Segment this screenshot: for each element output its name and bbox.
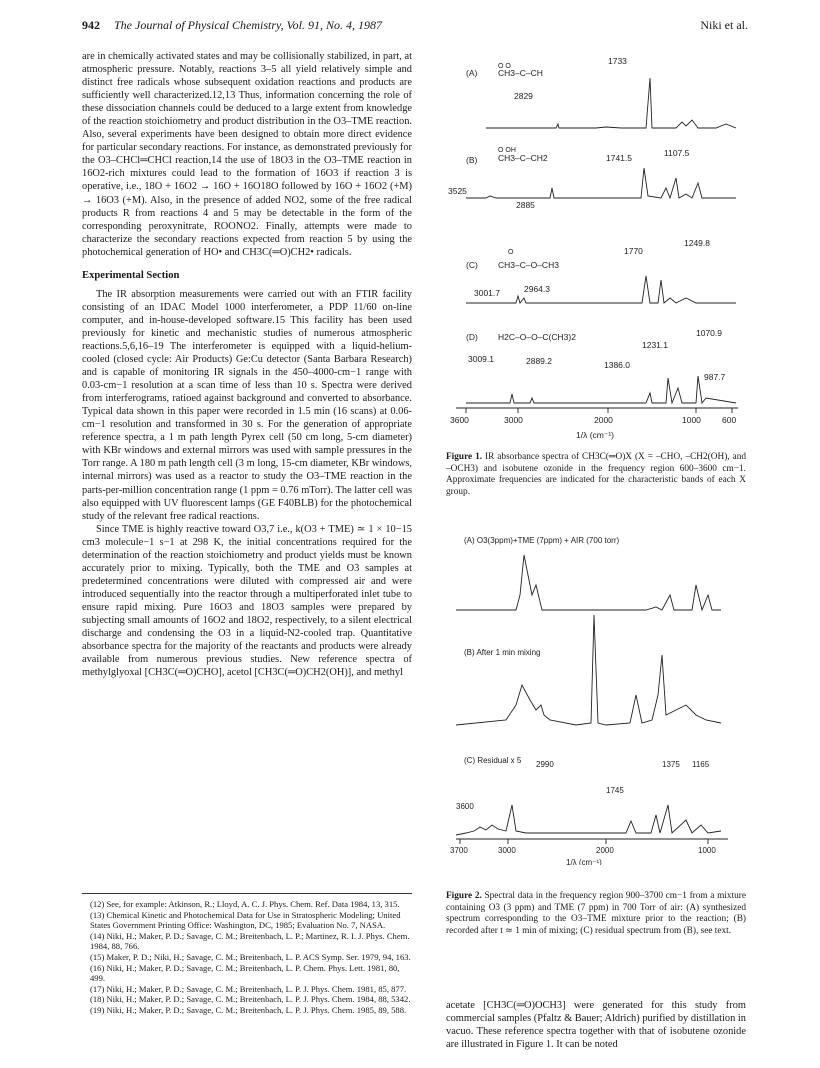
figure-1-spectra bbox=[446, 48, 746, 448]
figure-2 bbox=[446, 535, 746, 865]
x-tick-label: 3000 bbox=[504, 415, 523, 425]
x-tick-label: 3700 bbox=[450, 846, 468, 855]
section-title: Experimental Section bbox=[82, 269, 180, 281]
peak-label: 2990 bbox=[536, 760, 554, 769]
peak-label: 2829 bbox=[514, 91, 533, 101]
reference-item: (12) See, for example: Atkinson, R.; Lloyd, A. C. J. Phys. Chem. Ref. Data 1984, 13, 315. bbox=[90, 899, 400, 909]
caption-label: Figure 1. bbox=[446, 452, 483, 462]
peak-label: 987.7 bbox=[704, 372, 726, 382]
panel-a-structure-top: O O bbox=[498, 63, 511, 70]
right-column-body: acetate [CH3C(═O)OCH3] were generated for this study from commercial samples (Pfaltz & Bauer; Aldrich) purified by distillation in vacuo. These reference spectra together with that of isobutene ozonide are illustrated in Figure 1. It can be noted bbox=[446, 1000, 746, 1051]
panel-d-structure: H2C–O–O–C(CH3)2 bbox=[498, 332, 576, 342]
x-tick-label: 3600 bbox=[450, 415, 469, 425]
x-tick-label: 1000 bbox=[698, 846, 716, 855]
spectrum-trace-d bbox=[466, 376, 736, 403]
panel-b-label: (B) bbox=[466, 155, 478, 165]
peak-label: 1249.8 bbox=[684, 238, 710, 248]
peak-label: 3009.1 bbox=[468, 354, 494, 364]
peak-label: 2889.2 bbox=[526, 356, 552, 366]
reference-item: (18) Niki, H.; Maker, P. D.; Savage, C. M.; Breitenbach, L. P. J. Phys. Chem. 1984, 88, 5342. bbox=[90, 994, 411, 1005]
peak-label: 1231.1 bbox=[642, 340, 668, 350]
spectrum-trace-b bbox=[466, 168, 736, 198]
x-tick-label: 1000 bbox=[682, 415, 701, 425]
figure-1 bbox=[446, 48, 746, 448]
peak-label: 1770 bbox=[624, 246, 643, 256]
paragraph-1: are in chemically activated states and may be collisionally stabilized, in part, at atmospheric pressure. Notably, reactions 3–5 all yield relatively simple and distinct free radicals whose subsequent oxidation reactions and products are sufficiently well characterized.12,13 Thus, information concerning the role of these dissociation channels could be deduced to a large extent from knowledge of the reaction stoichiometry and product distribution in the O3–TME reaction. Also, several experiments have been designed to obtain more direct evidence for particular secondary reactions. For instance, as demonstrated previously for the O3–CHCl═CHCl reaction,14 the use of 18O3 in the O3–TME reaction in 16O2-rich mixtures could lead to the formation of 16O3 if reaction 3 is operative, i.e., 18O + 16O2 → 16O + 16O18O followed by 16O + 16O2 (+M) → 16O3 (+M). Also, in the presence of added NO2, some of the free radical products R from reactions 4 and 5 may be detectable in the form of the corresponding peroxynitrate, ROONO2. Finally, attempts were made to characterize the secondary reactions expected from reaction 5 by using the photochemical generation of HO• and CH3C(═O)CH2• radicals. bbox=[82, 51, 412, 258]
peak-label: 3600 bbox=[456, 802, 474, 811]
left-column bbox=[82, 50, 412, 679]
panel-b-label: (B) After 1 min mixing bbox=[464, 648, 541, 657]
peak-label: 1107.5 bbox=[664, 148, 690, 158]
panel-c-structure-top: O bbox=[508, 249, 514, 256]
caption-text: IR absorbance spectra of CH3C(═O)X (X = –CHO, –CH2(OH), and –OCH3) and isobutene ozonide in the frequency region 600–3600 cm−1. Approximate frequencies are indicated for the characteristic bands of each X group. bbox=[446, 452, 746, 497]
spectrum-trace-c bbox=[466, 276, 736, 303]
panel-b-structure-top: O OH bbox=[498, 147, 516, 154]
x-tick-label: 2000 bbox=[596, 846, 614, 855]
peak-label: 1165 bbox=[692, 760, 710, 769]
journal-title: The Journal of Physical Chemistry, Vol. 91, No. 4, 1987 bbox=[114, 18, 382, 32]
peak-label: 1733 bbox=[608, 56, 627, 66]
peak-label: 3525 bbox=[448, 186, 467, 196]
reference-item: (13) Chemical Kinetic and Photochemical Data for Use in Stratospheric Modeling; United States Government Printing Office: Washington, DC, 1985; Evaluation No. 7, NASA. bbox=[90, 909, 401, 931]
reference-item: (16) Niki, H.; Maker, P. D.; Savage, C. M.; Breitenbach, L. P. Chem. Phys. Lett. 1981, 80, 499. bbox=[90, 962, 400, 984]
reference-item: (17) Niki, H.; Maker, P. D.; Savage, C. M.; Breitenbach, L. P. J. Phys. Chem. 1981, 85, 877. bbox=[90, 983, 407, 994]
spectrum-trace-b bbox=[456, 615, 721, 725]
reference-item: (15) Maker, P. D.; Niki, H.; Savage, C. M.; Breitenbach, L. P. ACS Symp. Ser. 1979, 94, 163. bbox=[90, 951, 411, 962]
panel-a-label: (A) O3(3ppm)+TME (7ppm) + AIR (700 torr) bbox=[464, 536, 620, 545]
running-header bbox=[82, 18, 748, 36]
figure-2-spectra bbox=[446, 535, 746, 865]
peak-label: 1375 bbox=[662, 760, 680, 769]
paragraph-3: Since TME is highly reactive toward O3,7 i.e., k(O3 + TME) ≃ 1 × 10−15 cm3 molecule−1 s−1 at 298 K, the initial concentrations required for the determination of the reaction stoichiometry and product yields must be known accurately prior to mixing. Typically, both the TME and O3 samples at predetermined concentrations were diluted with compressed air and were introduced sequentially into the reactor through a multiperforated inlet tube to ensure rapid mixing. Pure 16O3 and 18O3 samples were prepared by subjecting small amounts of 16O2 and 18O2, respectively, to a silent electrical discharge and condensing the O3 in a liquid-N2-cooled trap. Quantitative absorbance spectra for the majority of the reactants and products were already available from numerous previous studies. New reference spectra of methylglyoxal [CH3C(═O)CHO], acetol [CH3C(═O)CH2(OH)], and methyl bbox=[82, 523, 412, 679]
panel-c-label: (C) Residual x 5 bbox=[464, 756, 522, 765]
panel-a-label: (A) bbox=[466, 68, 478, 78]
peak-label: 1070.9 bbox=[696, 328, 722, 338]
spectrum-trace-a bbox=[486, 78, 736, 128]
panel-c-structure: CH3–C–O–CH3 bbox=[498, 260, 559, 270]
references bbox=[82, 893, 412, 1016]
panel-a-structure: CH3–C–CH bbox=[498, 68, 543, 78]
caption-text: Spectral data in the frequency region 900–3700 cm−1 from a mixture containing O3 (3 ppm) and TME (7 ppm) in 700 Torr of air: (A) synthesized spectrum corresponding to the O3–TME mixture prior to the reaction; (B) recorded after t ≃ 1 min of mixing; (C) residual spectrum from (B), see text. bbox=[446, 891, 746, 936]
paragraph-2: The IR absorption measurements were carried out with an FTIR facility consisting of an IDAC Model 1000 interferometer, a PDP 11/60 on-line computer, and in-house-developed software.15 This facility has been used previously for kinetic and mechanistic studies of numerous atmospheric reactions.5,6,16–19 The interferometer is equipped with a liquid-helium-cooled (closed cycle: Air Products) Ge:Cu detector (Santa Barbara Research) and is capable of monitoring IR signals in the 450–4000-cm−1 range with 0.03-cm−1 resolution at a scan time of less than 10 s. Spectra were derived from interferograms, ratioed against background and converted to absorbance. Typical data shown in this paper were recorded in 1.5 min (16 scans) at 0.06-cm−1 resolution and transformed in 30 s. For the generation of appropriate reference spectra, a 1 m path length Pyrex cell (50 cm long, 5-cm diameter) with KBr windows and external mirrors was used with sample pressures in the Torr range. A 180 m path length cell (3 m long, 15-cm diameter, KBr windows, internal mirrors) was used as a reactor to study the O3–TME reaction in the parts-per-million concentration range (1 ppm = 0.76 mTorr). The latter cell was also equipped with UV fluorescent lamps (GE F40BLB) for the photochemical study of the relevant free radical reactions. bbox=[82, 288, 412, 522]
peak-label: 2964.3 bbox=[524, 284, 550, 294]
peak-label: 1745 bbox=[606, 786, 624, 795]
figure-1-caption bbox=[446, 452, 746, 498]
authors: Niki et al. bbox=[700, 18, 748, 32]
peak-label: 1386.0 bbox=[604, 360, 630, 370]
reference-item: (14) Niki, H.; Maker, P. D.; Savage, C. M.; Breitenbach, L. P.; Martinez, R. I. J. Phys. Chem. 1984, 88, 766. bbox=[90, 930, 410, 952]
peak-label: 1741.5 bbox=[606, 153, 632, 163]
figure-2-caption bbox=[446, 891, 746, 937]
x-axis-label: 1/λ (cm⁻¹) bbox=[576, 430, 615, 440]
panel-d-label: (D) bbox=[466, 332, 478, 342]
reference-item: (19) Niki, H.; Maker, P. D.; Savage, C. M.; Breitenbach, L. P. J. Phys. Chem. 1985, 89, 588. bbox=[90, 1004, 407, 1015]
peak-label: 2885 bbox=[516, 200, 535, 210]
spectrum-trace-a bbox=[456, 555, 721, 610]
page-number: 942 bbox=[82, 18, 100, 32]
x-tick-label: 600 bbox=[722, 415, 737, 425]
x-tick-label: 3000 bbox=[498, 846, 516, 855]
x-tick-label: 2000 bbox=[594, 415, 613, 425]
peak-label: 3001.7 bbox=[474, 288, 500, 298]
spectrum-trace-c bbox=[456, 805, 721, 835]
panel-b-structure: CH3–C–CH2 bbox=[498, 153, 548, 163]
panel-c-label: (C) bbox=[466, 260, 478, 270]
x-axis-label: 1/λ (cm⁻¹) bbox=[566, 858, 602, 865]
caption-label: Figure 2. bbox=[446, 891, 482, 901]
